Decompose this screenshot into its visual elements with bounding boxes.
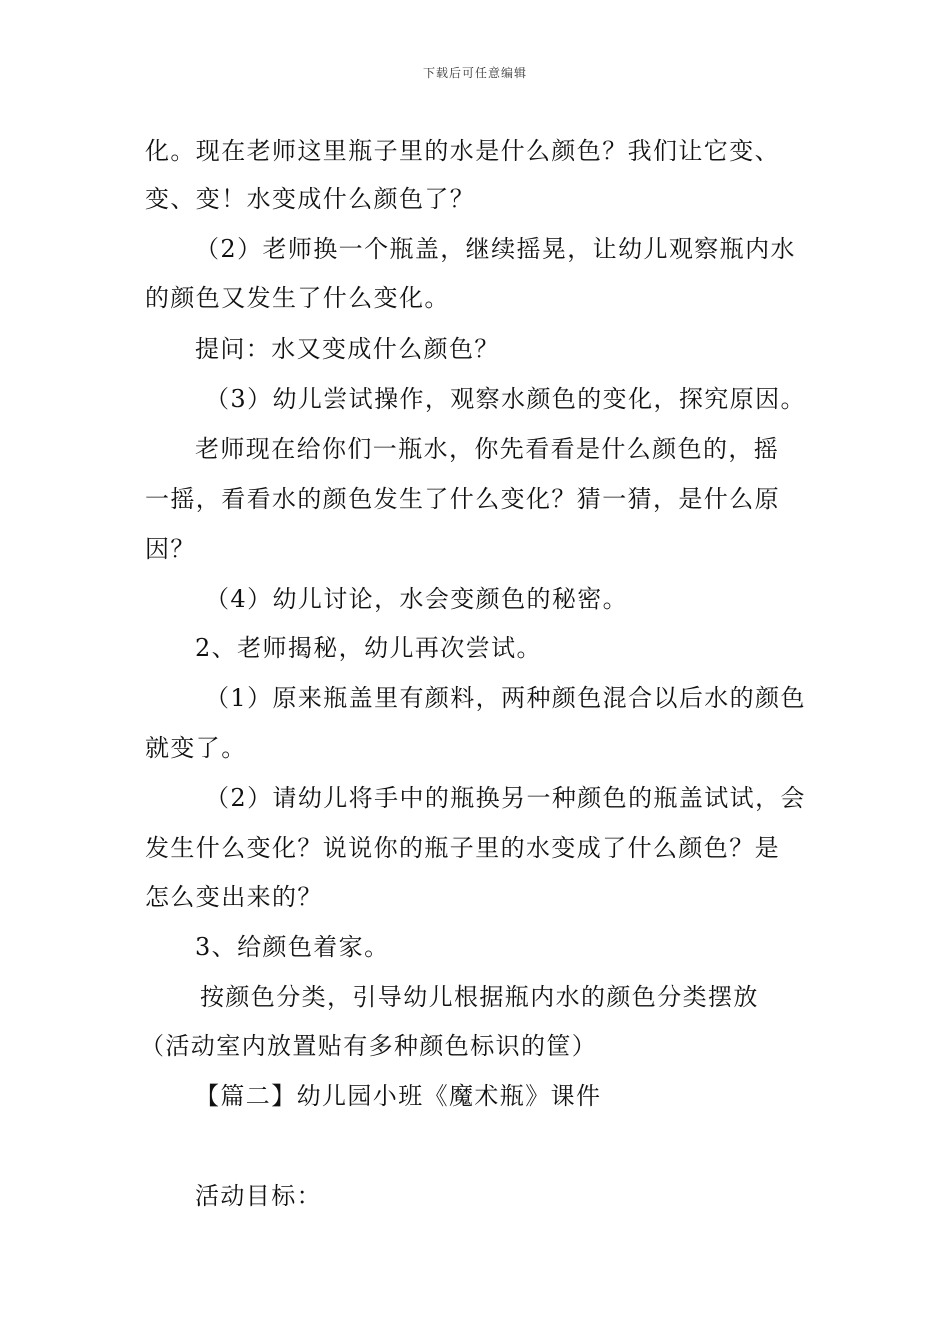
- text-line: （活动室内放置贴有多种颜色标识的筐）: [140, 1032, 598, 1060]
- text-line: 一摇，看看水的颜色发生了什么变化？猜一猜，是什么原: [145, 485, 780, 513]
- text-line: 的颜色又发生了什么变化。: [145, 284, 450, 312]
- page-header: 下载后可任意编辑: [422, 66, 527, 80]
- text-line: （2）请幼儿将手中的瓶换另一种颜色的瓶盖试试，会: [205, 784, 806, 812]
- text-line: 老师现在给你们一瓶水，你先看看是什么颜色的，摇: [195, 435, 780, 463]
- text-line: （4）幼儿讨论，水会变颜色的秘密。: [205, 585, 629, 613]
- text-line: 化。现在老师这里瓶子里的水是什么颜色？我们让它变、: [145, 137, 780, 165]
- text-line: 怎么变出来的？: [145, 883, 323, 911]
- text-line: （1）原来瓶盖里有颜料，两种颜色混合以后水的颜色: [205, 684, 806, 712]
- text-line: 因？: [145, 535, 196, 563]
- text-line: 提问：水又变成什么颜色？: [195, 335, 500, 363]
- text-line: 2、老师揭秘，幼儿再次尝试。: [195, 634, 542, 662]
- text-line: 按颜色分类，引导幼儿根据瓶内水的颜色分类摆放: [200, 983, 759, 1011]
- text-line: 就变了。: [145, 734, 247, 762]
- text-line: 活动目标：: [195, 1182, 322, 1210]
- text-line: （2）老师换一个瓶盖，继续摇晃，让幼儿观察瓶内水: [195, 235, 796, 263]
- text-line: 变、变！水变成什么颜色了？: [145, 185, 476, 213]
- text-line: 发生什么变化？说说你的瓶子里的水变成了什么颜色？是: [145, 834, 780, 862]
- text-line: （3）幼儿尝试操作，观察水颜色的变化，探究原因。: [205, 385, 806, 413]
- section-heading: 【篇二】幼儿园小班《魔术瓶》课件: [195, 1082, 602, 1110]
- text-line: 3、给颜色着家。: [195, 933, 390, 961]
